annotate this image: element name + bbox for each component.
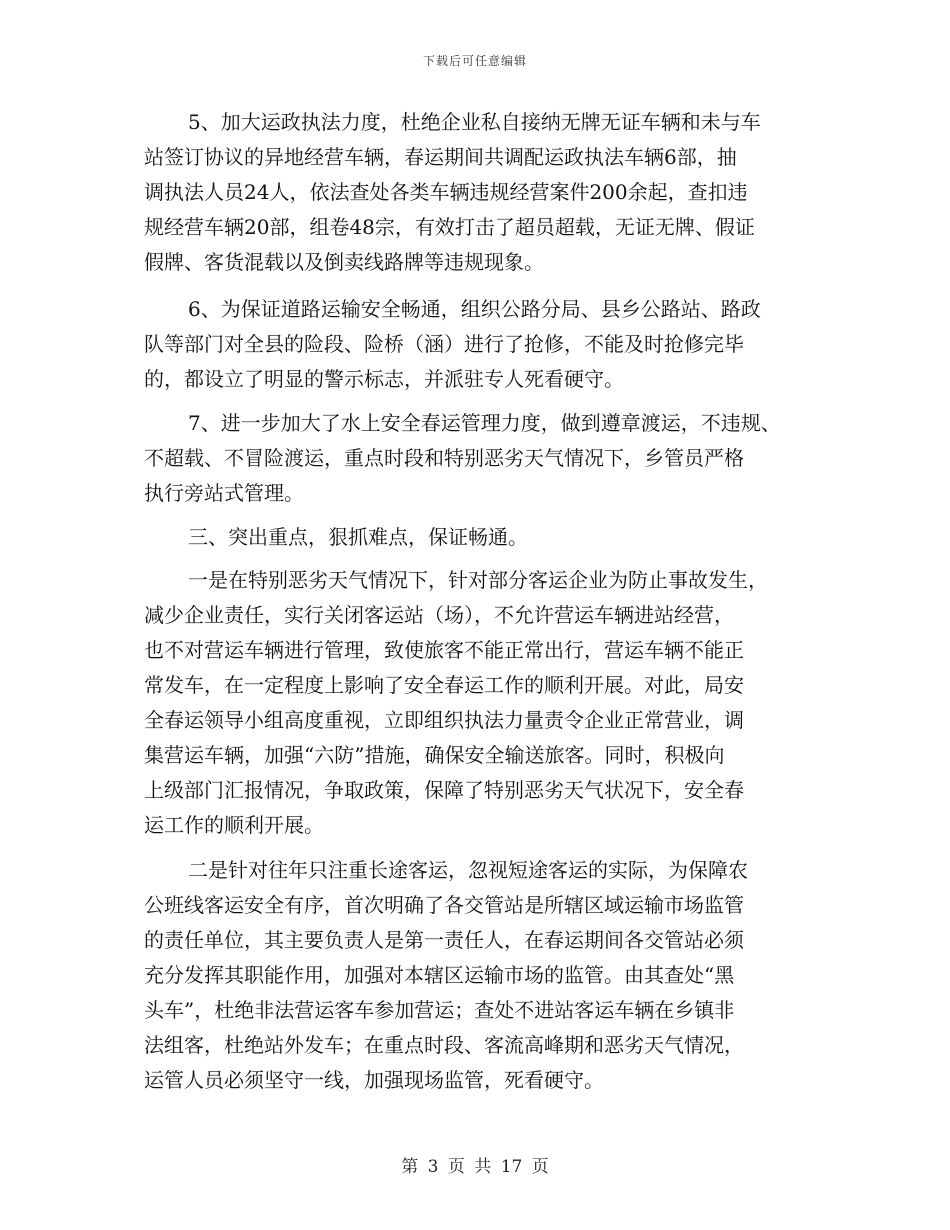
page-header: 下载后可任意编辑 <box>422 54 527 68</box>
text-line: 法组客，杜绝站外发车；在重点时段、客流高峰期和恶劣天气情况， <box>144 1033 744 1057</box>
text-line: 执行旁站式管理。 <box>144 481 304 505</box>
text-line: 站签订协议的异地经营车辆，春运期间共调配运政执法车辆6部，抽 <box>144 145 737 169</box>
text-line: 二是针对往年只注重长途客运，忽视短途客运的实际，为保障农 <box>188 858 748 882</box>
section-heading: 三、突出重点，狠抓难点，保证畅通。 <box>188 525 528 549</box>
page-number-footer: 第 3 页 共 17 页 <box>401 1157 549 1177</box>
text-line: 队等部门对全县的险段、险桥（涵）进行了抢修，不能及时抢修完毕 <box>144 332 744 356</box>
text-line: 全春运领导小组高度重视，立即组织执法力量责令企业正常营业，调 <box>144 708 744 732</box>
text-line: 调执法人员24人，依法查处各类车辆违规经营案件200余起，查扣违 <box>144 180 748 204</box>
text-line: 集营运车辆，加强“六防”措施，确保安全输送旅客。同时，积极向 <box>144 743 725 767</box>
text-line: 假牌、客货混载以及倒卖线路牌等违规现象。 <box>144 250 544 274</box>
text-line: 公班线客运安全有序，首次明确了各交管站是所辖区域运输市场监管 <box>144 893 744 917</box>
text-line: 常发车，在一定程度上影响了安全春运工作的顺利开展。对此，局安 <box>144 673 744 697</box>
text-line: 的，都设立了明显的警示标志，并派驻专人死看硬守。 <box>144 367 624 391</box>
text-line: 也不对营运车辆进行管理，致使旅客不能正常出行，营运车辆不能正 <box>144 638 744 662</box>
text-line: 运工作的顺利开展。 <box>144 813 324 837</box>
text-line: 上级部门汇报情况，争取政策，保障了特别恶劣天气状况下，安全春 <box>144 778 744 802</box>
text-line: 5、加大运政执法力度，杜绝企业私自接纳无牌无证车辆和未与车 <box>188 110 761 134</box>
text-line: 的责任单位，其主要负责人是第一责任人，在春运期间各交管站必须 <box>144 928 744 952</box>
text-line: 一是在特别恶劣天气情况下，针对部分客运企业为防止事故发生， <box>188 568 768 592</box>
text-line: 7、进一步加大了水上安全春运管理力度，做到遵章渡运，不违规、 <box>188 411 781 435</box>
text-line: 头车”，杜绝非法营运客车参加营运；查处不进站客运车辆在乡镇非 <box>144 998 735 1022</box>
text-line: 充分发挥其职能作用，加强对本辖区运输市场的监管。由其查处“黑 <box>144 963 735 987</box>
text-line: 6、为保证道路运输安全畅通，组织公路分局、县乡公路站、路政 <box>188 297 761 321</box>
text-line: 不超载、不冒险渡运，重点时段和特别恶劣天气情况下，乡管员严格 <box>144 446 744 470</box>
text-line: 规经营车辆20部，组卷48宗，有效打击了超员超载，无证无牌、假证 <box>144 215 755 239</box>
text-line: 减少企业责任，实行关闭客运站（场），不允许营运车辆进站经营， <box>144 603 734 627</box>
text-line: 运管人员必须坚守一线，加强现场监管，死看硬守。 <box>144 1068 604 1092</box>
